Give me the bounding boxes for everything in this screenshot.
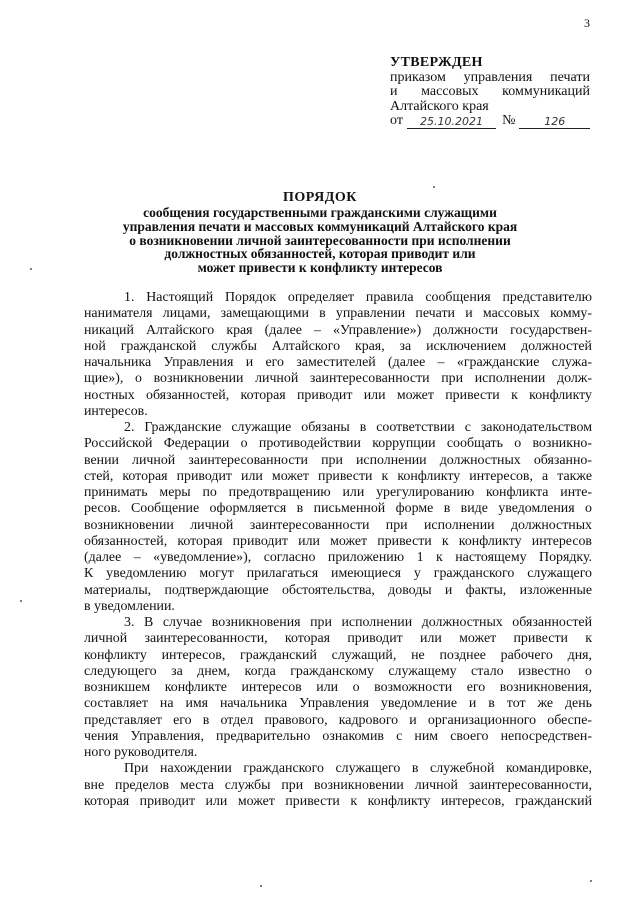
- approval-date-number-row: [390, 114, 590, 129]
- body-line: нанимателя лицами, замещающими в управлении печати и массовых комму-: [84, 306, 592, 322]
- document-body: [84, 290, 592, 810]
- body-line: вении личной заинтересованности при исполнении должностных обязанно-: [84, 452, 592, 468]
- document-subtitle: [110, 206, 530, 275]
- body-line: материалы, подтверждающие обстоятельства, доводы и факты, изложенные: [84, 582, 592, 598]
- body-line: Российской Федерации о противодействии коррупции сообщать о возникно-: [84, 436, 592, 452]
- body-line: стей, которая приводит или может привести к конфликту интересов, а также: [84, 468, 592, 484]
- body-line: никаций Алтайского края (далее – «Управление») должности государствен-: [84, 322, 592, 338]
- body-line: 1. Настоящий Порядок определяет правила сообщения представителю: [124, 290, 592, 305]
- body-line: составляет на имя начальника Управления уведомление и в тот же день: [84, 696, 592, 712]
- body-line: щие»), о возникновении личной заинтересованности при исполнении долж-: [84, 371, 592, 387]
- body-line: которая приводит или может привести к конфликту интересов, гражданский: [84, 793, 592, 809]
- body-line: представляет его в отдел правового, кадрового и организационного обеспе-: [84, 712, 592, 728]
- body-line: ной гражданской службы Алтайского края, за исключением должностей: [84, 338, 592, 354]
- approval-date-handwritten: 25.10.2021: [407, 116, 496, 129]
- body-line: 2. Гражданские служащие обязаны в соответствии с законодательством: [124, 420, 592, 435]
- subtitle-line: о возникновении личной заинтересованности при исполнении: [129, 232, 511, 248]
- body-line: 3. В случае возникновения при исполнении должностных обязанностей: [124, 615, 592, 630]
- scan-speck: [30, 268, 32, 270]
- body-line: (далее – «уведомление»), согласно приложению 1 к настоящему Порядку.: [84, 550, 592, 565]
- body-line: следующего за днем, когда гражданскому служащему стало известно о: [84, 663, 592, 679]
- body-line: возникшем конфликте интересов или о возможности его возникновения,: [84, 680, 592, 695]
- document-title: ПОРЯДОК: [283, 190, 357, 205]
- body-line: вне пределов места службы при возникновении личной заинтересованности,: [84, 777, 592, 793]
- approval-line-3: Алтайского края: [390, 98, 489, 114]
- approval-block: [390, 56, 590, 129]
- body-line: При нахождении гражданского служащего в служебной командировке,: [124, 761, 592, 777]
- subtitle-line: может привести к конфликту интересов: [197, 260, 443, 276]
- body-line: ресов. Сообщение оформляется в письменной форме в виде уведомления о: [84, 501, 592, 517]
- approval-number-sign: №: [502, 113, 516, 128]
- approval-line-1: приказом управления печати: [390, 69, 590, 85]
- approval-date-prefix: от: [390, 113, 403, 128]
- body-line: в уведомлении.: [84, 598, 175, 614]
- body-line: обязанностей, которая приводит или может привести к конфликту интересов: [84, 533, 592, 549]
- subtitle-line: управления печати и массовых коммуникаций Алтайского края: [122, 218, 518, 234]
- scan-speck: [260, 885, 262, 887]
- subtitle-line: должностных обязанностей, которая приводит или: [164, 246, 476, 262]
- body-line: чения Управления, предварительно ознакомив с ним своего непосредствен-: [84, 728, 592, 744]
- body-line: личной заинтересованности, которая приводит или может привести к: [84, 631, 592, 647]
- body-line: К уведомлению могут прилагаться имеющиеся у гражданского служащего: [84, 566, 592, 582]
- scan-speck: [590, 880, 592, 882]
- body-line: ностных обязанностей, которая приводит или может привести к конфликту: [84, 387, 592, 403]
- body-line: конфликту интересов, гражданский служащий, не позднее рабочего дня,: [84, 647, 592, 663]
- approval-number-handwritten: 126: [519, 116, 590, 129]
- body-line: начальника Управления и его заместителей (далее – «гражданские служа-: [84, 355, 592, 370]
- body-line: принимать меры по предотвращению или урегулированию конфликта инте-: [84, 485, 592, 500]
- body-line: интересов.: [84, 403, 148, 419]
- approval-line-2: и массовых коммуникаций: [390, 84, 590, 99]
- page-number: 3: [584, 16, 590, 30]
- scan-speck: [20, 600, 22, 602]
- approval-title: УТВЕРЖДЕН: [390, 55, 483, 70]
- subtitle-line: сообщения государственными гражданскими служащими: [143, 205, 497, 220]
- body-line: возникновении личной заинтересованности при исполнении должностных: [84, 517, 592, 533]
- body-line: ного руководителя.: [84, 745, 198, 760]
- scan-speck: [433, 186, 435, 188]
